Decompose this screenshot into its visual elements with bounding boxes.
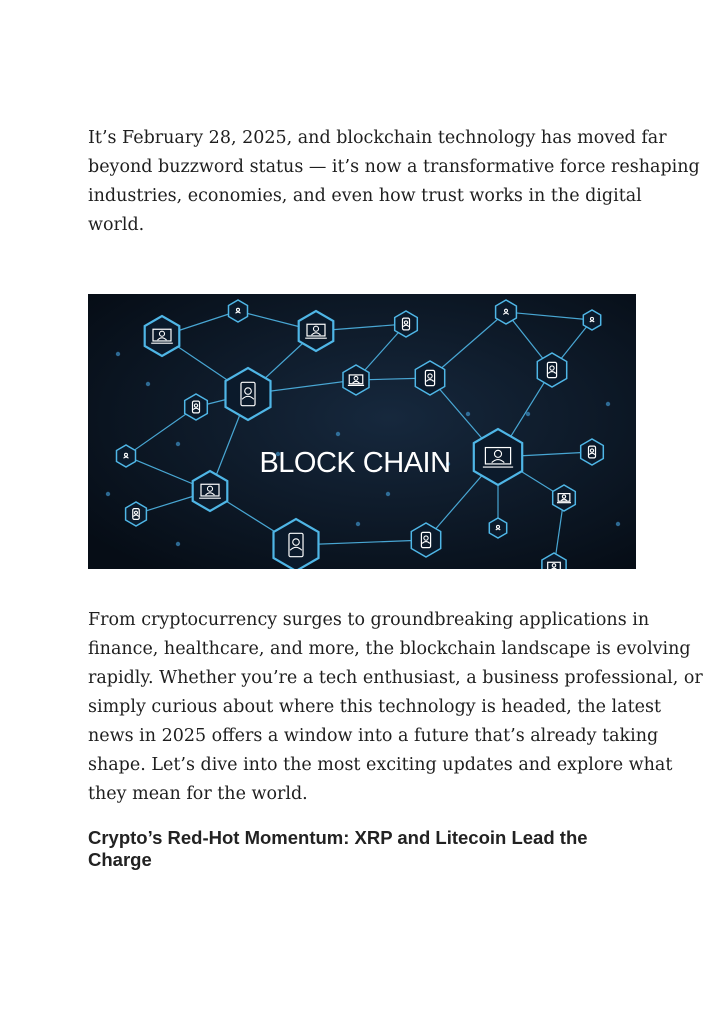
network-node — [553, 485, 576, 511]
intro-line: world. — [88, 215, 145, 235]
network-dot — [606, 402, 610, 406]
section-heading — [88, 827, 648, 871]
body-line: news in 2025 offers a window into a future that’s already taking — [88, 726, 659, 746]
network-node — [193, 471, 228, 511]
network-dot — [146, 382, 150, 386]
network-node — [299, 311, 334, 351]
network-dot — [176, 542, 180, 546]
network-node — [126, 502, 147, 526]
network-node — [583, 310, 600, 330]
network-node — [496, 300, 517, 324]
body-line: shape. Let’s dive into the most exciting updates and explore what — [88, 755, 673, 775]
network-dot — [386, 492, 390, 496]
intro-paragraph — [88, 124, 700, 240]
network-dot — [106, 492, 110, 496]
network-node — [343, 365, 369, 395]
network-node — [145, 316, 180, 356]
network-dot — [356, 522, 360, 526]
network-node — [415, 361, 444, 395]
network-dot — [616, 522, 620, 526]
intro-line: beyond buzzword status — it’s now a transformative force reshaping — [88, 157, 700, 177]
network-dot — [116, 352, 120, 356]
body-line: simply curious about where this technology is headed, the latest — [88, 697, 661, 717]
network-node — [229, 300, 248, 322]
heading-line: Charge — [88, 849, 152, 870]
network-dot — [336, 432, 340, 436]
intro-line: industries, economies, and even how trust works in the digital — [88, 186, 642, 206]
network-node — [185, 394, 208, 420]
network-dot — [466, 412, 470, 416]
body-line: finance, healthcare, and more, the blockchain landscape is evolving — [88, 639, 691, 659]
heading-line: Crypto’s Red-Hot Momentum: XRP and Litecoin Lead the — [88, 827, 588, 848]
blockchain-hero-image — [88, 294, 636, 569]
hero-title: BLOCK CHAIN — [259, 447, 451, 479]
network-node — [581, 439, 604, 465]
network-node — [117, 445, 136, 467]
body-line: rapidly. Whether you’re a tech enthusiast, a business professional, or — [88, 668, 703, 688]
intro-line: It’s February 28, 2025, and blockchain technology has moved far — [88, 128, 667, 148]
network-node — [411, 523, 440, 557]
body-paragraph — [88, 606, 703, 809]
body-line: From cryptocurrency surges to groundbreaking applications in — [88, 610, 650, 630]
network-dot — [176, 442, 180, 446]
body-line: they mean for the world. — [88, 784, 308, 804]
network-node — [537, 353, 566, 387]
network-dot — [526, 412, 530, 416]
network-node — [489, 518, 506, 538]
network-node — [395, 311, 418, 337]
